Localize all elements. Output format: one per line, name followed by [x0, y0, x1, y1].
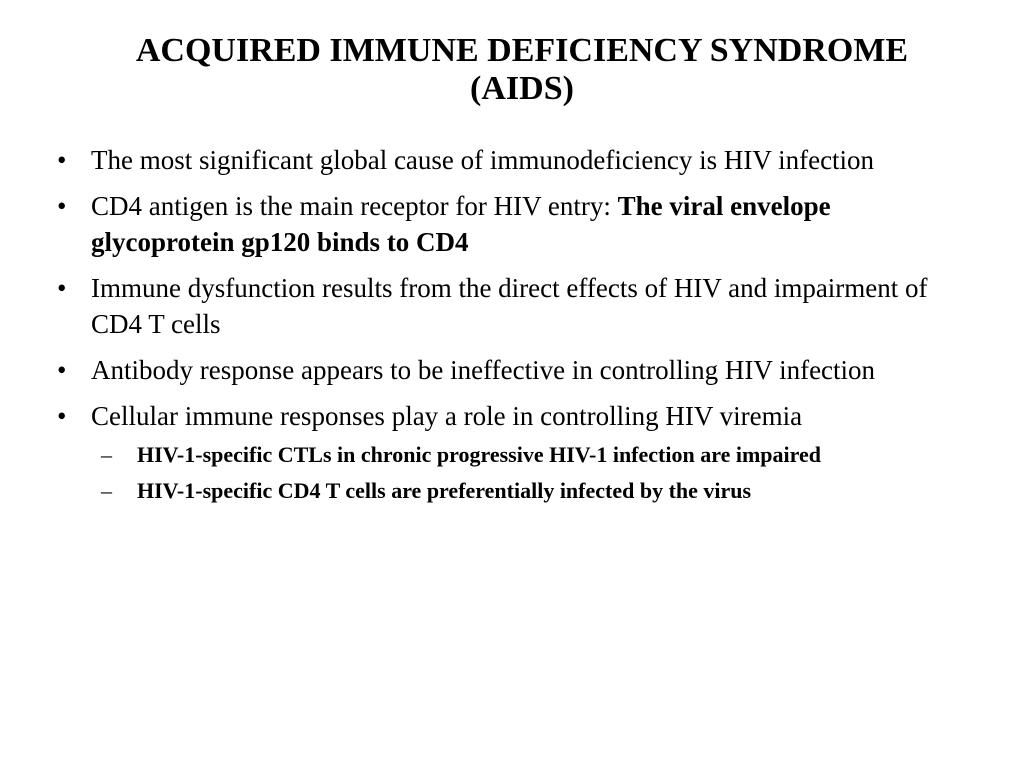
bullet-item-global-cause: [55, 142, 975, 178]
sub-bullet-marker: –: [101, 478, 112, 503]
slide-title-line-2: (AIDS): [470, 70, 574, 107]
bullet-marker: •: [57, 191, 67, 221]
bullet-item-cd4-receptor: [55, 188, 975, 260]
bullet-marker: •: [57, 355, 67, 385]
bullet-text: Antibody response appears to be ineffective in controlling HIV infection: [91, 355, 876, 385]
bullet-list: [55, 142, 975, 516]
sub-bullet-marker: –: [101, 442, 112, 467]
bullet-text: Immune dysfunction results from the direct effects of HIV and impairment of CD4 T cells: [91, 273, 928, 339]
slide-title: [40, 32, 1004, 108]
slide-title-line-1: ACQUIRED IMMUNE DEFICIENCY SYNDROME: [135, 32, 909, 69]
bullet-item-immune-dysfunction: [55, 270, 975, 342]
bullet-text-bold: The viral envelope glycoprotein gp120 binds to CD4: [91, 191, 831, 257]
bullet-item-cellular-immune: [55, 398, 975, 506]
sub-bullet-item-cd4-t-cells: [101, 476, 975, 506]
bullet-marker: •: [57, 273, 67, 303]
bullet-marker: •: [57, 145, 67, 175]
bullet-text: Cellular immune responses play a role in controlling HIV viremia: [91, 401, 803, 431]
sub-bullet-text: HIV-1-specific CTLs in chronic progressive HIV-1 infection are impaired: [137, 442, 821, 467]
bullet-marker: •: [57, 401, 67, 431]
bullet-text: CD4 antigen is the main receptor for HIV entry:: [91, 191, 618, 221]
bullet-text: The most significant global cause of immunodeficiency is HIV infection: [91, 145, 875, 175]
sub-bullet-text: HIV-1-specific CD4 T cells are preferentially infected by the virus: [137, 478, 752, 503]
sub-bullet-list: [101, 440, 975, 506]
sub-bullet-item-ctls: [101, 440, 975, 470]
bullet-item-antibody-response: [55, 352, 975, 388]
